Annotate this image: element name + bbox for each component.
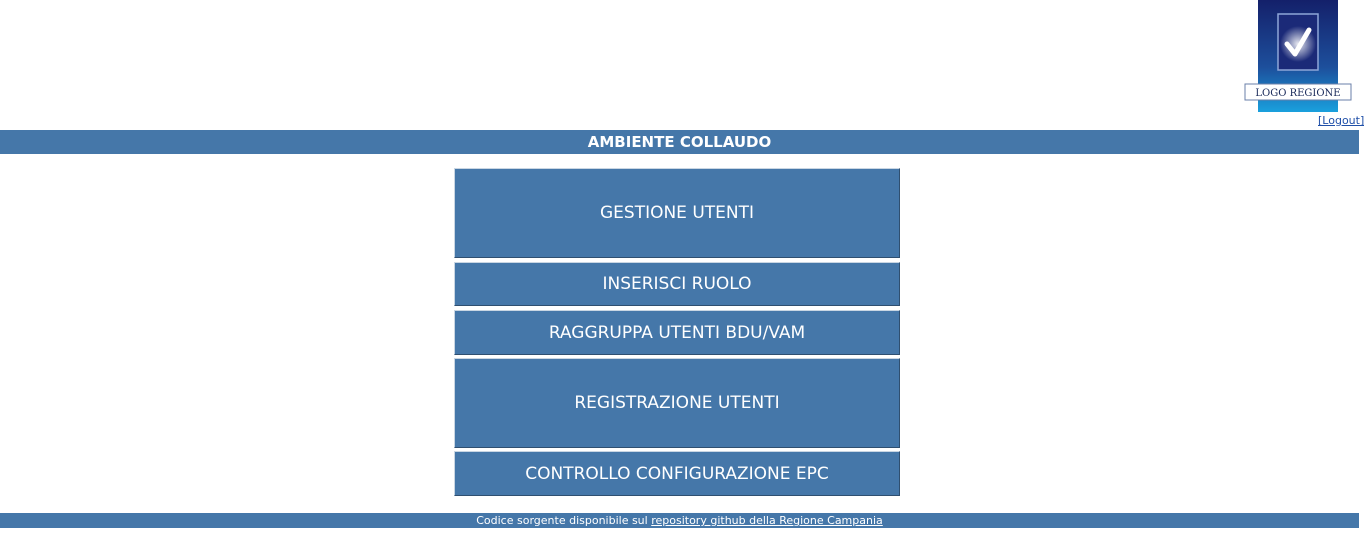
logo-image bbox=[1245, 0, 1351, 112]
logout-link[interactable]: [Logout] bbox=[1318, 114, 1364, 127]
footer bbox=[0, 513, 1359, 528]
menu-button-raggruppa-utenti[interactable]: RAGGRUPPA UTENTI BDU/VAM bbox=[454, 310, 900, 355]
environment-banner: AMBIENTE COLLAUDO bbox=[0, 130, 1359, 154]
menu-button-registrazione-utenti[interactable]: REGISTRAZIONE UTENTI bbox=[454, 358, 900, 448]
menu-button-controllo-configurazione-epc[interactable]: CONTROLLO CONFIGURAZIONE EPC bbox=[454, 451, 900, 496]
menu-button-inserisci-ruolo[interactable]: INSERISCI RUOLO bbox=[454, 262, 900, 306]
footer-repository-link[interactable]: repository github della Regione Campania bbox=[651, 514, 883, 527]
menu-button-gestione-utenti[interactable]: GESTIONE UTENTI bbox=[454, 168, 900, 258]
logo-regione bbox=[1245, 0, 1351, 112]
logo-text: LOGO REGIONE bbox=[1255, 88, 1341, 99]
footer-text: Codice sorgente disponibile sul bbox=[476, 514, 652, 527]
